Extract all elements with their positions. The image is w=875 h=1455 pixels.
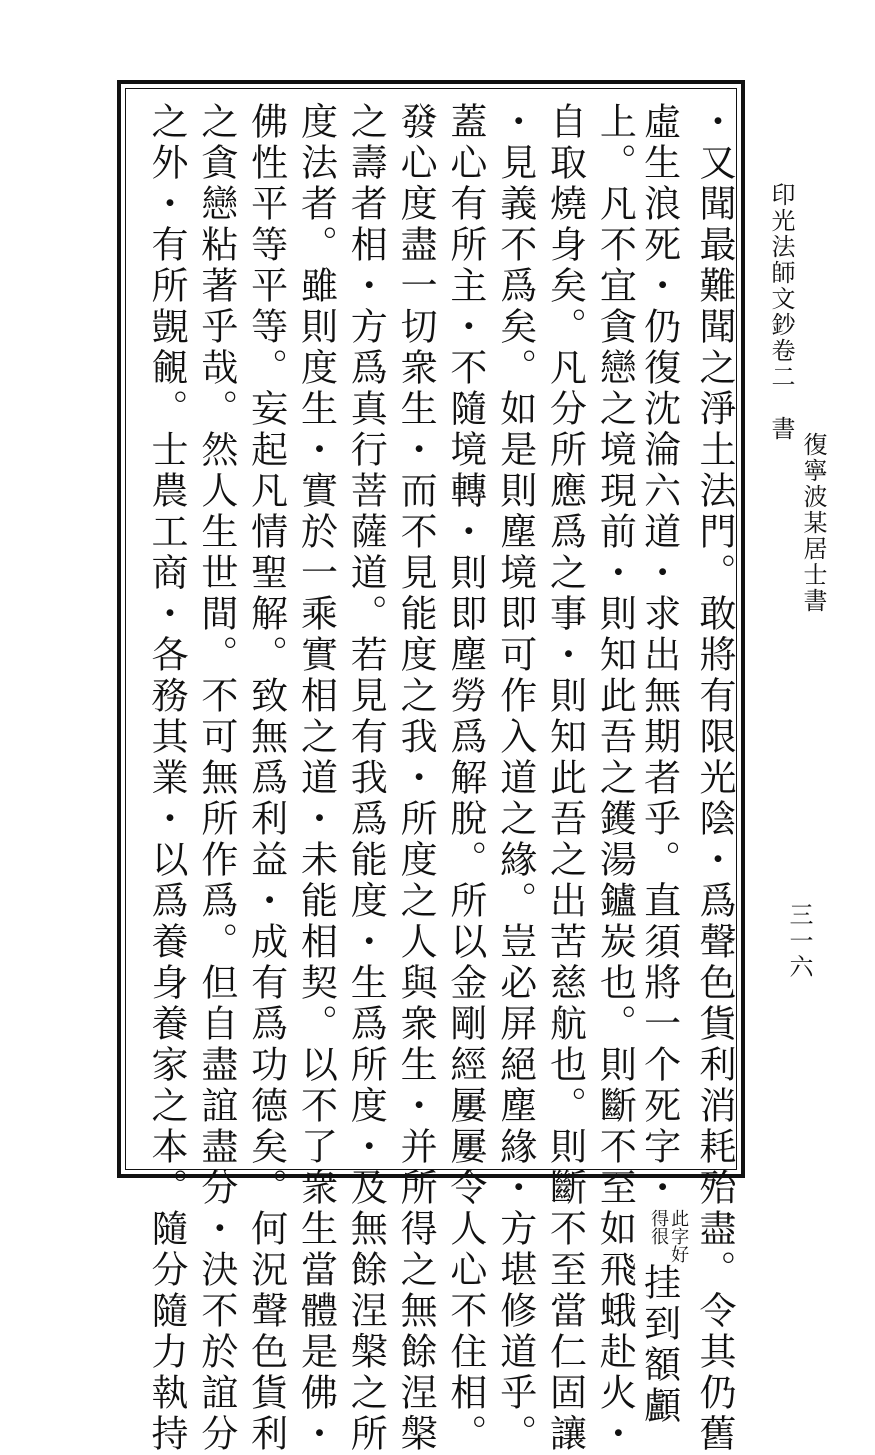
text-column: 發心度盡一切衆生・而不見能度之我・所度之人與衆生・并所得之無餘涅槃 [394,102,438,1455]
text-column: 度法者。雖則度生・實於一乘實相之道・未能相契。以不了衆生當體是佛・ [294,102,338,1455]
text-column: ・見義不爲矣。如是則塵境即可作入道之緣。豈必屏絕塵緣・方堪修道乎。 [493,102,537,1455]
text-column-main: 虛生浪死・仍復沈淪六道・求出無期者乎。直須將一个死字・ [637,102,681,1209]
text-column: 蓋心有所主・不隨境轉・則即塵勞爲解脫。所以金剛經屢屢令人心不住相。 [443,102,487,1455]
text-column: 佛性平等平等。妄起凡情聖解。致無爲利益・成有爲功德矣。何況聲色貨利 [244,102,288,1455]
text-column: 之貪戀粘著乎哉。然人生世間。不可無所作爲。但自盡誼盡分・決不於誼分 [194,102,238,1455]
text-column: 自取燒身矣。凡分所應爲之事・則知此吾之出苦慈航也。則斷不至當仁固讓 [543,102,587,1455]
text-column: 之壽者相・方爲真行菩薩道。若見有我爲能度・生爲所度・及無餘涅槃之所 [344,102,388,1455]
text-column-tail: 挂到額顱 [637,1263,681,1427]
text-column: ・又聞最難聞之淨土法門。敢將有限光陰・爲聲色貨利消耗殆盡。令其仍舊 [693,102,736,1455]
annotation-line: 得很 [648,1209,670,1245]
letter-title: 復寧波某居士書 [799,432,827,614]
annotation-line: 此字好 [668,1209,690,1263]
text-column [637,102,690,1427]
book-title: 印光法師文鈔卷二 書 [767,182,795,442]
inline-annotation [648,1209,688,1263]
text-column: 上。凡不宜貪戀之境現前・則知此吾之鑊湯鑪炭也。則斷不至如飛蛾赴火・ [593,102,637,1455]
page-number: 三一六 [785,902,813,980]
text-column: 之外・有所覬覦。士農工商・各務其業・以爲養身養家之本。隨分隨力執持 [145,102,188,1455]
